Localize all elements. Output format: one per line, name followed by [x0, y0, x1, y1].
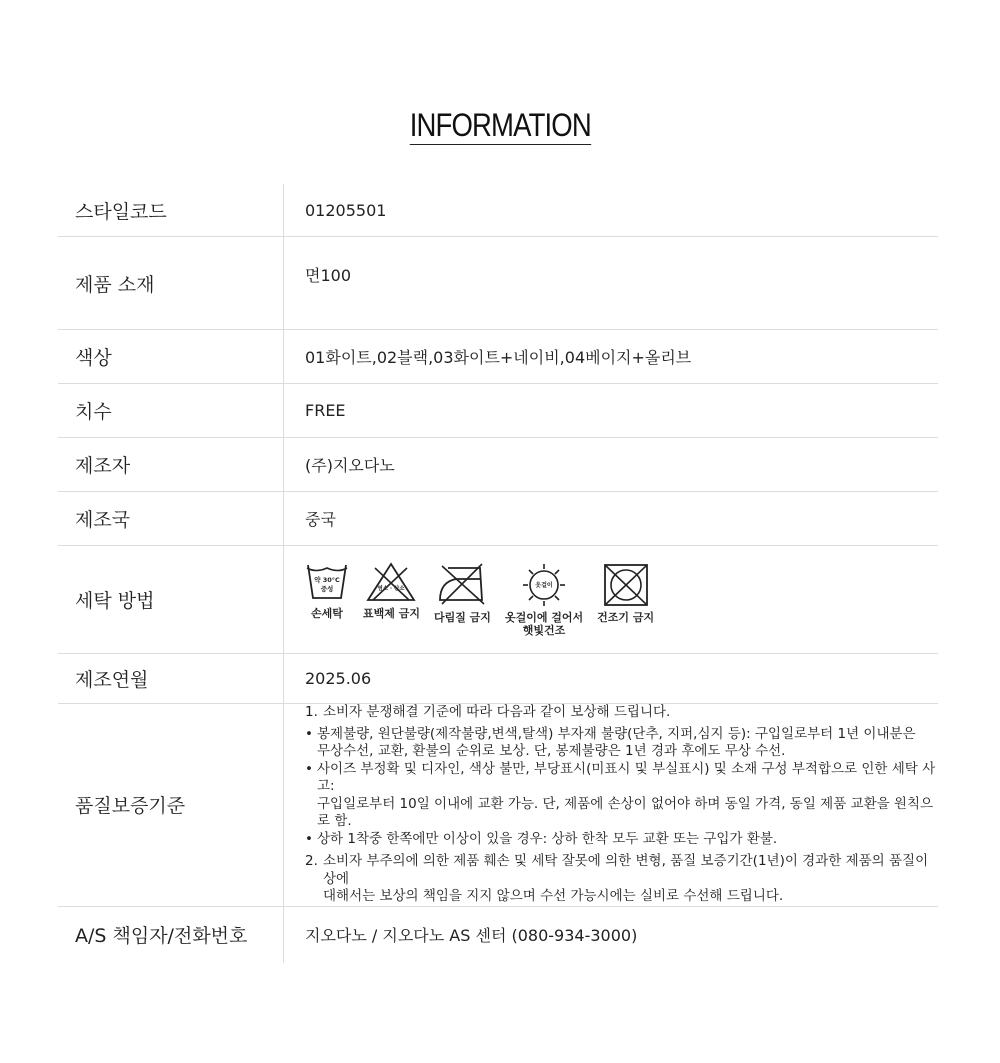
- care-caption: 손세탁: [311, 607, 343, 620]
- care-caption: 건조기 금지: [597, 611, 655, 624]
- list-item: [305, 726, 938, 761]
- quality-text: [305, 704, 938, 906]
- page-title: INFORMATION: [409, 107, 591, 143]
- item-text-line: 소비자 부주의에 의한 제품 훼손 및 세탁 잘못에 의한 변형, 품질 보증기간(1년)이 경과한 제품의 품질이상에: [323, 853, 929, 887]
- item-number: 2.: [305, 853, 318, 869]
- as-contact-value: 지오다노 / 지오다노 AS 센터 (080-934-3000): [305, 926, 638, 945]
- row-label: 제조자: [58, 438, 284, 492]
- size-value: FREE: [284, 384, 939, 438]
- table-row: [58, 384, 938, 438]
- row-label: 품질보증기준: [58, 704, 284, 907]
- numbered-item: [305, 704, 938, 722]
- table-row: [58, 237, 938, 330]
- table-row: [58, 184, 938, 237]
- list-item-line: 무상수선, 교환, 환불의 순위로 보상. 단, 봉제불량은 1년 경과 후에도 무상 수선.: [317, 743, 786, 759]
- care-symbol: [505, 562, 583, 637]
- numbered-item: [305, 853, 938, 906]
- care-symbol: [363, 562, 420, 620]
- care-caption: [505, 611, 583, 637]
- care-caption-line1: 옷걸이에 걸어서: [504, 611, 584, 624]
- list-item-line: 구입일로부터 10일 이내에 교환 가능. 단, 제품에 손상이 없어야 하며 동일 가격, 동일 제품 교환을 원칙으로 함.: [317, 795, 934, 829]
- wash-care-value: [284, 546, 939, 654]
- care-caption-line2: 햇빛건조: [522, 624, 566, 637]
- table-row: [58, 492, 938, 546]
- item-text: 소비자 분쟁해결 기준에 따라 다음과 같이 보상해 드립니다.: [323, 704, 671, 720]
- item-number: 1.: [305, 704, 318, 720]
- row-label: 색상: [58, 330, 284, 384]
- manufacture-date-value: 2025.06: [284, 654, 939, 704]
- care-symbol: [597, 562, 654, 624]
- row-label: 제조연월: [58, 654, 284, 704]
- color-value: 01화이트,02블랙,03화이트+네이비,04베이지+올리브: [284, 330, 939, 384]
- care-symbol: [434, 562, 491, 624]
- hand-wash-icon: [305, 562, 349, 602]
- no-tumble-dry-icon: [602, 562, 650, 608]
- item-text-line: 대해서는 보상의 책임을 지지 않으며 수선 가능시에는 실비로 수선해 드립니다.: [323, 888, 784, 904]
- item-text: [323, 853, 938, 906]
- row-label: 세탁 방법: [58, 546, 284, 654]
- material-value: 면100: [284, 237, 939, 330]
- table-row: [58, 906, 938, 963]
- table-row: [58, 330, 938, 384]
- row-label: 제품 소재: [58, 237, 284, 330]
- list-item: [305, 831, 938, 849]
- country-value: 중국: [284, 492, 939, 546]
- row-label: 스타일코드: [58, 184, 284, 237]
- table-row: [58, 546, 938, 654]
- care-caption: 다림질 금지: [433, 611, 491, 624]
- maker-value: (주)지오다노: [284, 438, 939, 492]
- list-item: [305, 761, 938, 831]
- care-icons: [305, 562, 938, 637]
- no-bleach-label: 염소 · 산소: [377, 586, 406, 592]
- hand-wash-detergent: 중성: [320, 585, 334, 593]
- hand-wash-temp: 약 30°C: [314, 576, 340, 584]
- list-item-line: • 상하 1착중 한쪽에만 이상이 있을 경우: 상하 한착 모두 교환 또는 구입가 환불.: [317, 830, 778, 847]
- table-row: [58, 704, 938, 907]
- care-caption: 표백제 금지: [363, 607, 420, 620]
- table-row: [58, 654, 938, 704]
- row-label: A/S 책임자/전화번호: [58, 906, 284, 963]
- quality-guarantee-value: [284, 704, 939, 907]
- row-label: 치수: [58, 384, 284, 438]
- no-iron-icon: [436, 562, 488, 606]
- no-bleach-icon: [365, 562, 417, 602]
- care-symbol: [305, 562, 349, 620]
- title-wrap: [0, 108, 1000, 145]
- row-label: 제조국: [58, 492, 284, 546]
- table-row: [58, 438, 938, 492]
- hang-dry-sun-icon: [521, 562, 567, 608]
- list-item-line: • 봉제불량, 원단불량(제작불량,변색,탈색) 부자재 불량(단추, 지퍼,심지 등): 구입일로부터 1년 이내분은: [317, 725, 916, 742]
- bullet-list: [305, 726, 938, 849]
- hanger-label: 옷걸이: [535, 582, 553, 589]
- style-code-value: 01205501: [284, 184, 939, 237]
- product-info-table: [58, 184, 938, 963]
- list-item-line: • 사이즈 부정확 및 디자인, 색상 불만, 부당표시(미표시 및 부실표시) 및 소재 구성 부적합으로 인한 세탁 사고:: [317, 760, 936, 794]
